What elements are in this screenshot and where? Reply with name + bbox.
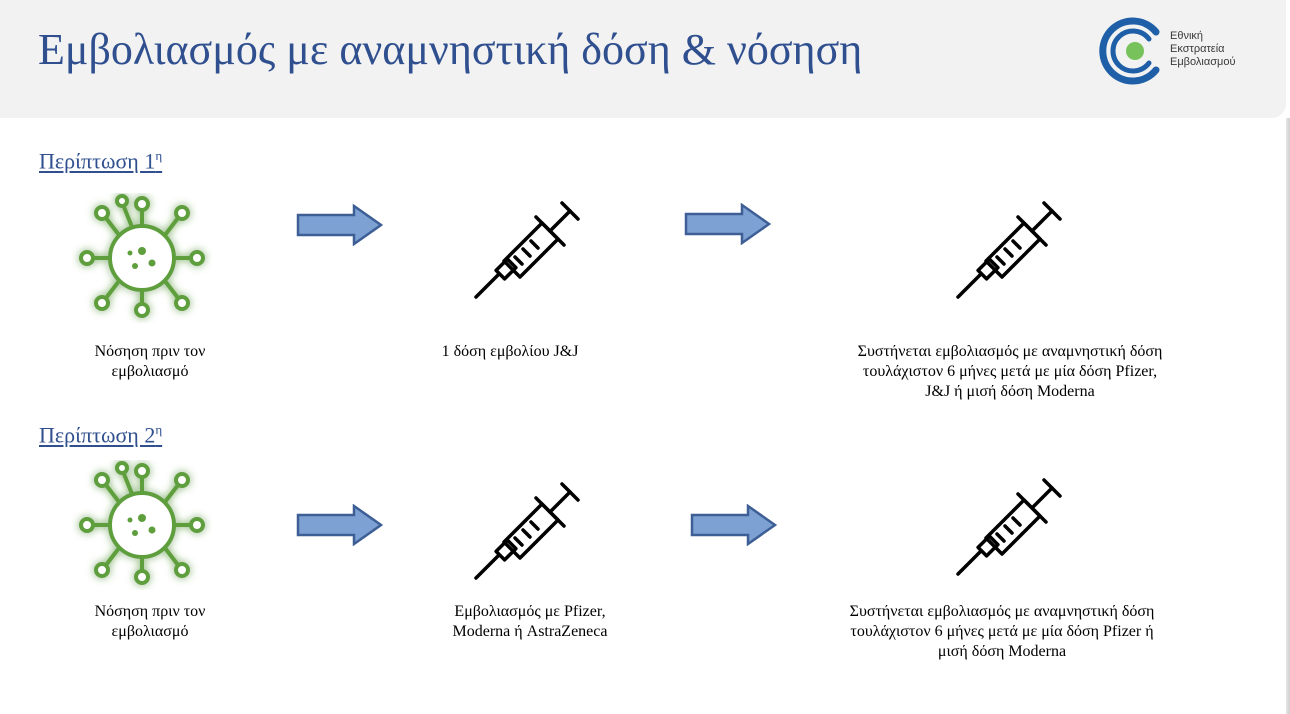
logo-line: Εμβολιασμού [1170,56,1236,68]
logo-line: Εθνική [1170,30,1204,42]
syringe-icon [952,472,1072,582]
campaign-logo-icon [1098,16,1168,86]
caption-line: J&J ή μισή δόση Moderna [925,383,1095,400]
caption-line: Νόσηση πριν τον [94,603,206,620]
logo-line: Εκστρατεία [1170,43,1225,55]
syringe-icon [470,476,590,586]
case-title-sup: η [155,148,163,163]
case-2-step-3-caption [782,602,1222,662]
caption-line: 1 δόση εμβολίου J&J [441,343,579,360]
page-title: Εμβολιασμός με αναμνηστική δόση & νόσηση [38,25,863,74]
arrow-right-icon [296,504,384,546]
arrow-right-icon [296,204,384,246]
arrow-right-icon [690,504,778,546]
slide-edge [1286,118,1290,714]
caption-line: μισή δόση Moderna [937,643,1067,660]
case-title-sup: η [155,422,163,437]
arrow-right-icon [684,203,772,245]
case-title-text: Περίπτωση 2 [39,422,156,448]
caption-line: Moderna ή AstraZeneca [452,623,608,640]
case-1-step-3-caption [790,342,1230,402]
syringe-icon [952,195,1072,305]
case-1-step-2-caption [380,342,640,362]
case-1-title [39,148,162,174]
caption-line: εμβολιασμό [111,623,189,640]
caption-line: εμβολιασμό [111,363,189,380]
caption-line: Συστήνεται εμβολιασμός με αναμνηστική δόση [849,603,1155,620]
caption-line: τουλάχιστον 6 μήνες μετά με μία δόση Pfizer ή [850,623,1154,640]
caption-line: Νόσηση πριν τον [94,343,206,360]
case-title-text: Περίπτωση 1 [39,148,156,174]
caption-line: τουλάχιστον 6 μήνες μετά με μία δόση Pfizer, [862,363,1158,380]
virus-icon [72,460,212,590]
case-2-step-2-caption [380,602,680,642]
case-1-step-1-caption [40,342,260,382]
campaign-logo-text [1170,30,1235,69]
case-2-title [39,422,162,448]
caption-line: Εμβολιασμός με Pfizer, [454,603,606,620]
header-bar [0,0,1286,118]
caption-line: Συστήνεται εμβολιασμός με αναμνηστική δόση [857,343,1163,360]
virus-icon [72,193,212,323]
syringe-icon [470,195,590,305]
case-2-step-1-caption [40,602,260,642]
